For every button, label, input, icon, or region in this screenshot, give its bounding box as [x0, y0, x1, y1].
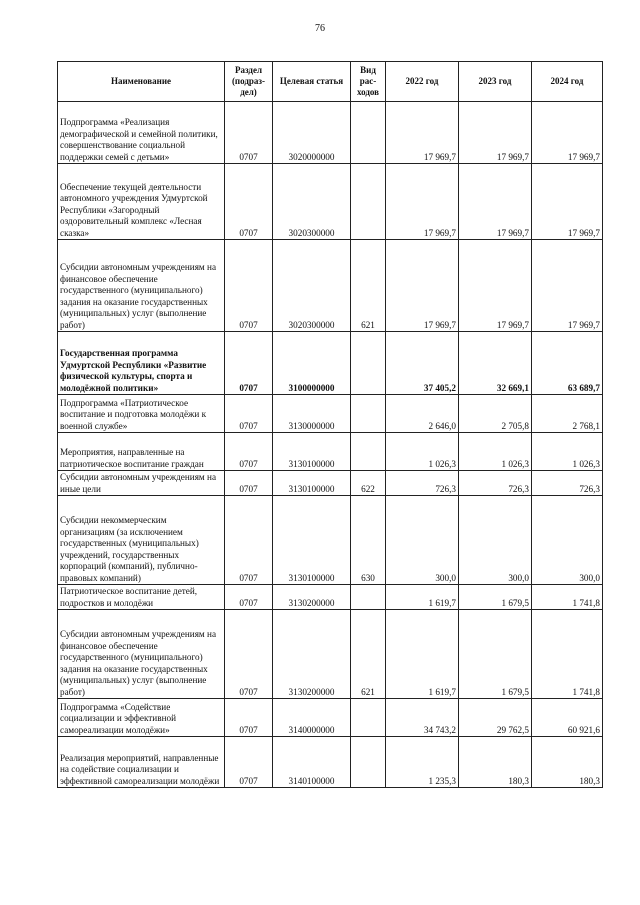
row-name: Подпрограмма «Содействие социализации и эффективной самореализации молодёжи» — [58, 699, 225, 737]
row-2024: 63 689,7 — [532, 332, 603, 395]
row-2023: 1 679,5 — [459, 585, 532, 610]
row-2022: 34 743,2 — [386, 699, 459, 737]
row-expense-type — [351, 699, 386, 737]
budget-table — [57, 61, 603, 788]
row-2023: 180,3 — [459, 737, 532, 788]
row-section: 0707 — [225, 332, 273, 395]
row-2024: 726,3 — [532, 471, 603, 496]
row-target: 3130200000 — [273, 610, 351, 699]
row-expense-type — [351, 737, 386, 788]
row-2024: 1 741,8 — [532, 610, 603, 699]
row-2022: 17 969,7 — [386, 164, 459, 240]
row-expense-type — [351, 433, 386, 471]
row-2024: 17 969,7 — [532, 102, 603, 164]
row-2022: 1 619,7 — [386, 610, 459, 699]
row-section: 0707 — [225, 471, 273, 496]
row-2023: 17 969,7 — [459, 102, 532, 164]
row-target: 3020000000 — [273, 102, 351, 164]
row-2023: 32 669,1 — [459, 332, 532, 395]
row-name: Подпрограмма «Патриотическое воспитание и подготовка молодёжи к военной службе» — [58, 395, 225, 433]
row-2022: 300,0 — [386, 496, 459, 585]
row-expense-type — [351, 164, 386, 240]
row-section: 0707 — [225, 585, 273, 610]
table-row — [58, 240, 603, 332]
table-row — [58, 699, 603, 737]
header-target: Целевая статья — [273, 62, 351, 102]
row-name: Патриотическое воспитание детей, подростков и молодёжи — [58, 585, 225, 610]
table-row — [58, 471, 603, 496]
row-2023: 1 026,3 — [459, 433, 532, 471]
row-target: 3020300000 — [273, 240, 351, 332]
table-row — [58, 164, 603, 240]
row-2023: 726,3 — [459, 471, 532, 496]
header-expense-type: Вид рас-ходов — [351, 62, 386, 102]
row-target: 3130100000 — [273, 496, 351, 585]
row-name: Подпрограмма «Реализация демографической и семейной политики, совершенствование социальной поддержки семей с детьми» — [58, 102, 225, 164]
row-expense-type — [351, 585, 386, 610]
table-row — [58, 610, 603, 699]
header-row — [58, 62, 603, 102]
row-section: 0707 — [225, 395, 273, 433]
row-2024: 2 768,1 — [532, 395, 603, 433]
row-2022: 1 619,7 — [386, 585, 459, 610]
row-2022: 1 235,3 — [386, 737, 459, 788]
row-2023: 300,0 — [459, 496, 532, 585]
row-expense-type — [351, 395, 386, 433]
row-name: Мероприятия, направленные на патриотическое воспитание граждан — [58, 433, 225, 471]
row-2024: 60 921,6 — [532, 699, 603, 737]
header-name: Наименование — [58, 62, 225, 102]
table-row — [58, 395, 603, 433]
row-2023: 1 679,5 — [459, 610, 532, 699]
row-name: Субсидии автономным учреждениям на финансовое обеспечение государственного (муниципального) задания на оказание государственных (муниципальных) услуг (выполнение работ) — [58, 240, 225, 332]
row-name: Субсидии автономным учреждениям на финансовое обеспечение государственного (муниципального) задания на оказание государственных (муниципальных) услуг (выполнение работ) — [58, 610, 225, 699]
row-2024: 1 026,3 — [532, 433, 603, 471]
row-name: Обеспечение текущей деятельности автономного учреждения Удмуртской Республики «Загородный оздоровительный комплекс «Лесная сказка» — [58, 164, 225, 240]
row-expense-type — [351, 332, 386, 395]
row-expense-type: 630 — [351, 496, 386, 585]
row-name: Реализация мероприятий, направленные на содействие социализации и эффективной самореализации молодёжи — [58, 737, 225, 788]
row-section: 0707 — [225, 433, 273, 471]
header-2024: 2024 год — [532, 62, 603, 102]
header-2022: 2022 год — [386, 62, 459, 102]
row-name: Субсидии некоммерческим организациям (за исключением государственных (муниципальных) учреждений, государственных корпораций (компаний), публично-правовых компаний) — [58, 496, 225, 585]
table-row — [58, 737, 603, 788]
row-2022: 2 646,0 — [386, 395, 459, 433]
row-section: 0707 — [225, 164, 273, 240]
row-target: 3020300000 — [273, 164, 351, 240]
row-target: 3130000000 — [273, 395, 351, 433]
header-2023: 2023 год — [459, 62, 532, 102]
row-2022: 37 405,2 — [386, 332, 459, 395]
table-row — [58, 585, 603, 610]
row-2024: 1 741,8 — [532, 585, 603, 610]
row-2023: 29 762,5 — [459, 699, 532, 737]
table-row — [58, 496, 603, 585]
row-section: 0707 — [225, 496, 273, 585]
row-2022: 1 026,3 — [386, 433, 459, 471]
row-name: Субсидии автономным учреждениям на иные цели — [58, 471, 225, 496]
table-row — [58, 433, 603, 471]
table-row — [58, 102, 603, 164]
row-2024: 17 969,7 — [532, 164, 603, 240]
row-2024: 180,3 — [532, 737, 603, 788]
row-2022: 726,3 — [386, 471, 459, 496]
row-2022: 17 969,7 — [386, 240, 459, 332]
row-name: Государственная программа Удмуртской Республики «Развитие физической культуры, спорта и молодёжной политики» — [58, 332, 225, 395]
row-section: 0707 — [225, 699, 273, 737]
row-expense-type — [351, 102, 386, 164]
row-2024: 17 969,7 — [532, 240, 603, 332]
row-target: 3130200000 — [273, 585, 351, 610]
row-expense-type: 621 — [351, 610, 386, 699]
row-2023: 2 705,8 — [459, 395, 532, 433]
row-target: 3140000000 — [273, 699, 351, 737]
row-2023: 17 969,7 — [459, 164, 532, 240]
row-target: 3130100000 — [273, 471, 351, 496]
row-2024: 300,0 — [532, 496, 603, 585]
row-2022: 17 969,7 — [386, 102, 459, 164]
row-section: 0707 — [225, 610, 273, 699]
row-section: 0707 — [225, 737, 273, 788]
row-target: 3130100000 — [273, 433, 351, 471]
row-target: 3100000000 — [273, 332, 351, 395]
row-section: 0707 — [225, 102, 273, 164]
table-row — [58, 332, 603, 395]
row-expense-type: 621 — [351, 240, 386, 332]
row-section: 0707 — [225, 240, 273, 332]
row-target: 3140100000 — [273, 737, 351, 788]
header-section: Раздел (подраз-дел) — [225, 62, 273, 102]
row-2023: 17 969,7 — [459, 240, 532, 332]
page-number: 76 — [315, 23, 325, 34]
row-expense-type: 622 — [351, 471, 386, 496]
